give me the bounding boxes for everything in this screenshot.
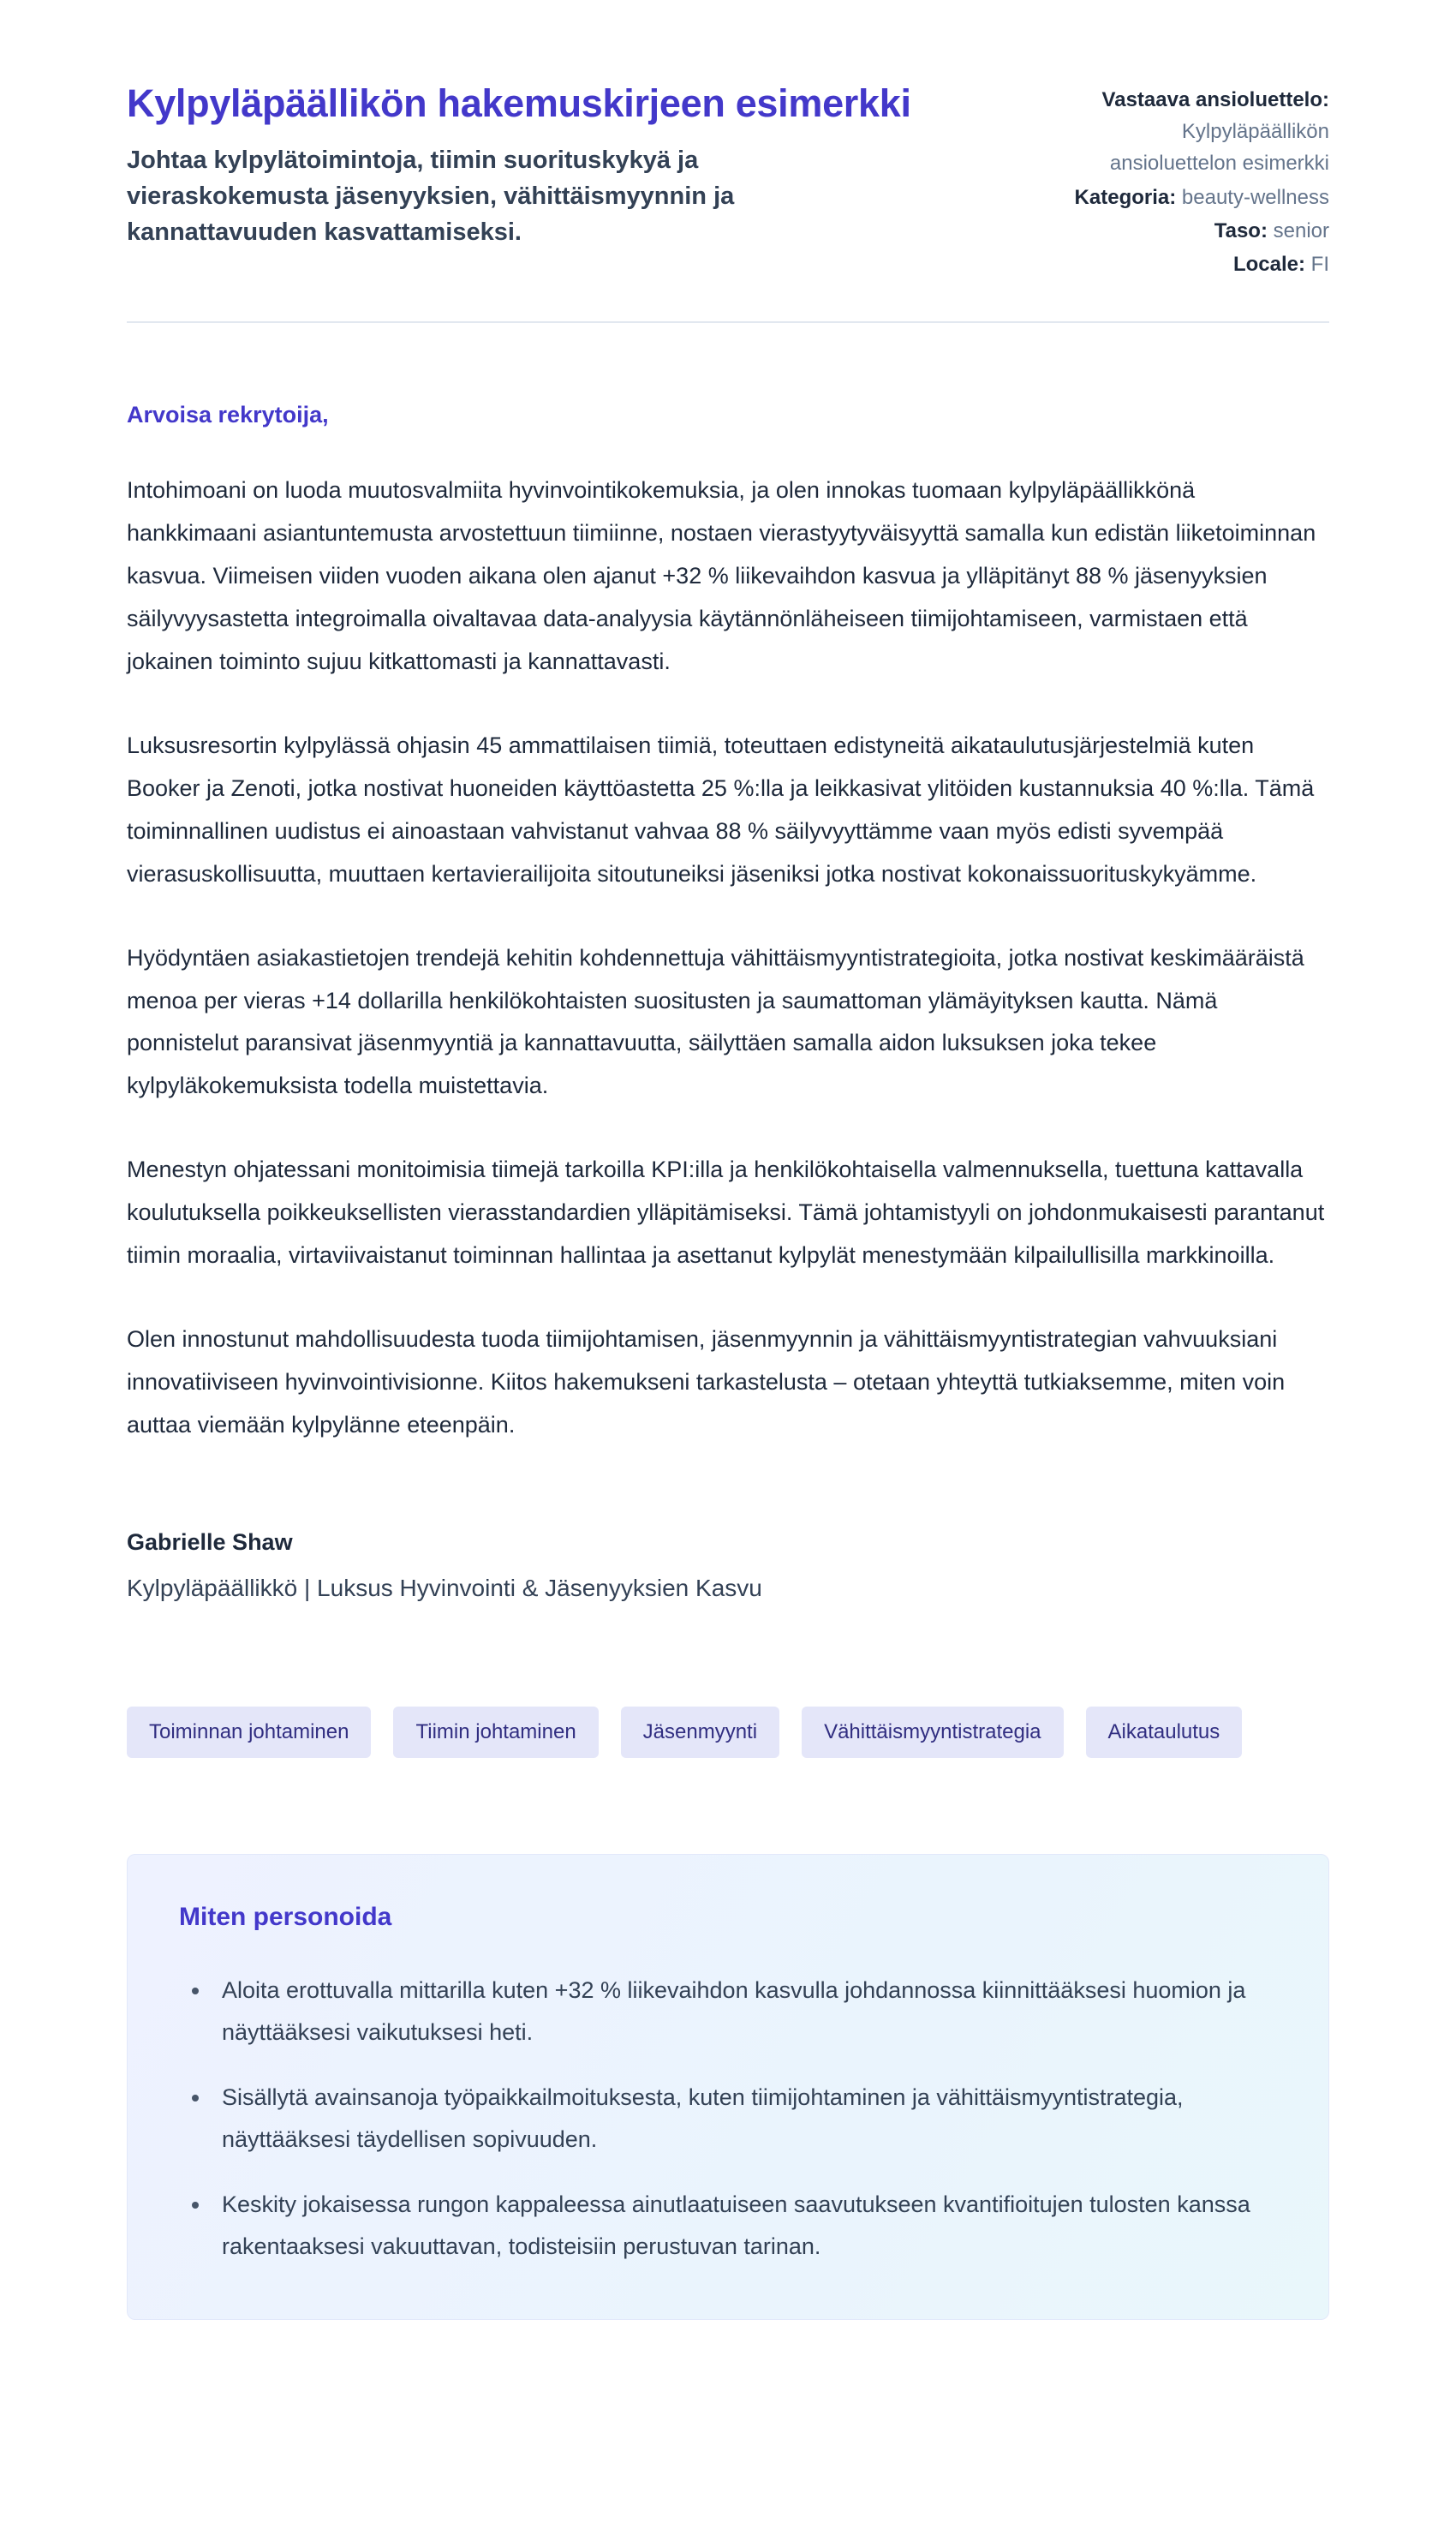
tag-team-leadership[interactable]: Tiimin johtaminen [393,1707,598,1758]
header-divider [127,321,1329,323]
meta-locale-value: FI [1310,252,1329,276]
tag-retail-strategy[interactable]: Vähittäismyyntistrategia [802,1707,1063,1758]
page-header [127,79,1329,282]
tag-scheduling[interactable]: Aikataulutus [1086,1707,1243,1758]
page-subtitle: Johtaa kylpylätoimintoja, tiimin suorituskykyä ja vieraskokemusta jäsenyyksien, vähittäismyynnin ja kannattavuuden kasvattamiseksi. [127,146,735,246]
meta-resume-label: Vastaava ansioluettelo: [1101,88,1329,111]
signature-title: Kylpyläpäällikkö | Luksus Hyvinvointi & Jäsenyyksien Kasvu [127,1574,762,1601]
meta-level-label: Taso: [1214,218,1268,242]
signature-name: Gabrielle Shaw [127,1528,293,1555]
letter-paragraph: Hyödyntäen asiakastietojen trendejä kehitin kohdennettuja vähittäismyyntistrategioita, jotka nostivat keskimääräistä menoa per vieras +14 dollarilla henkilökohtaisten suositusten ja saumattoman ylämäyityksen kautta. Nämä ponnistelut paransivat jäsenmyyntiä ja kannattavuutta, säilyttäen samalla aidon luksuksen joka tekee kylpyläkokemuksista todella muistettavia. [127,944,1304,1099]
tips-title: Miten personoida [179,1902,392,1931]
meta-resume-link[interactable]: Kylpyläpäällikön ansioluettelon esimerkki [1109,120,1329,176]
tips-list [179,1970,1277,2268]
letter-paragraph: Intohimoani on luoda muutosvalmiita hyvinvointikokemuksia, ja olen innokas tuomaan kylpyläpäällikkönä hankkimaani asiantuntemusta arvostettuun tiimiinne, nostaen vierastyytyväisyyttä samalla kun edistän liiketoiminnan kasvua. Viimeisen viiden vuoden aikana olen ajanut +32 % liikevaihdon kasvua ja ylläpitänyt 88 % jäsenyyksien säilyvyysastetta integroimalla oivaltavaa data-analyysia käytännönläheiseen tiimijohtamiseen, varmistaen että jokainen toiminto sujuu kitkattomasti ja kannattavasti. [127,477,1316,674]
cover-letter-body [127,402,1329,1602]
personalization-tips-box [127,1854,1329,2320]
letter-paragraph: Menestyn ohjatessani monitoimisia tiimejä tarkoilla KPI:illa ja henkilökohtaisella valmennuksella, tuettuna kattavalla koulutuksella poikkeuksellisten vierasstandardien ylläpitämiseksi. Tämä johtamistyyli on johdonmukaisesti parantanut tiimin moraalia, virtaviivaistanut toiminnan hallintaa ja asettanut kylpylät menestymään kilpailullisilla markkinoilla. [127,1157,1325,1269]
letter-greeting: Arvoisa rekrytoija, [127,402,329,428]
meta-locale-label: Locale: [1232,252,1305,276]
tip-item: • Sisällytä avainsanoja työpaikkailmoituksesta, kuten tiimijohtaminen ja vähittäismyyntistrategia, näyttääksesi täydellisen sopivuuden. [212,2077,1277,2160]
tag-membership-sales[interactable]: Jäsenmyynti [621,1707,779,1758]
meta-category [1055,182,1329,213]
meta-category-label: Kategoria: [1074,185,1177,209]
tag-list [127,1707,1329,1758]
header-titles [127,79,911,282]
meta-level [1055,215,1329,247]
tip-item: • Aloita erottuvalla mittarilla kuten +32 % liikevaihdon kasvulla johdannossa kiinnittääksesi huomion ja näyttääksesi vaikutuksesi heti. [212,1970,1277,2053]
meta-category-value: beauty-wellness [1181,185,1329,209]
tag-operations-management[interactable]: Toiminnan johtaminen [127,1707,371,1758]
meta-locale [1055,248,1329,280]
letter-paragraph: Luksusresortin kylpylässä ohjasin 45 ammattilaisen tiimiä, toteuttaen edistyneitä aikataulutusjärjestelmiä kuten Booker ja Zenoti, jotka nostivat huoneiden käyttöastetta 25 %:lla ja leikkasivat ylitöiden kustannuksia 40 %:lla. Tämä toiminnallinen uudistus ei ainoastaan vahvistanut vahvaa 88 % säilyvyyttämme vaan myös edisti syvempää vierasuskollisuutta, muuttaen kertavierailijoita sitoutuneiksi jäseniksi jotka nostivat kokonaissuorituskykyämme. [127,732,1315,887]
signature-block [127,1529,1329,1602]
page-title: Kylpyläpäällikön hakemuskirjeen esimerkki [127,81,911,125]
meta-block [1055,79,1329,282]
letter-paragraph: Olen innostunut mahdollisuudesta tuoda tiimijohtamisen, jäsenmyynnin ja vähittäismyyntistrategian vahvuuksiani innovatiiviseen hyvinvointivisionne. Kiitos hakemukseni tarkastelusta – otetaan yhteyttä tutkiaksemme, miten voin auttaa viemään kylpylänne eteenpäin. [127,1326,1286,1438]
meta-level-value: senior [1273,218,1329,242]
tip-item: • Keskity jokaisessa rungon kappaleessa ainutlaatuiseen saavutukseen kvantifioitujen tulosten kanssa rakentaaksesi vakuuttavan, todisteisiin perustuvan tarinan. [212,2184,1277,2267]
meta-resume [1055,84,1329,180]
